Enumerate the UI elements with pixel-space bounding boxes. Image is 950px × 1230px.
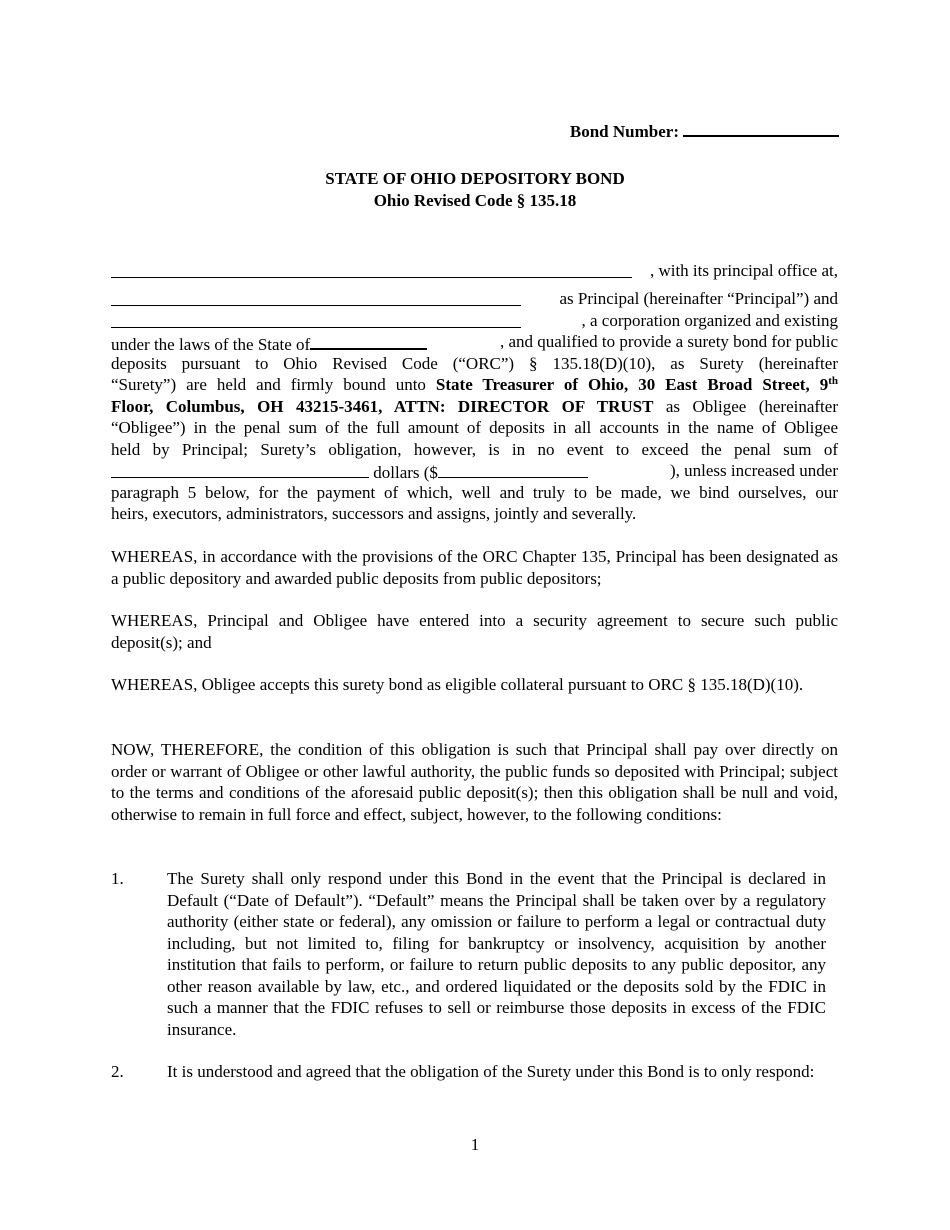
- title-line-2: Ohio Revised Code § 135.18: [373, 190, 577, 210]
- preamble-line-11: paragraph 5 below, for the payment of which, well and truly to be made, we bind ourselves, our: [111, 483, 838, 502]
- preamble-line-2: as Principal (hereinafter “Principal”) and: [111, 288, 838, 310]
- preamble-line-10: dollars ($ ), unless increased under: [111, 460, 838, 482]
- preamble-line-8: “Obligee”) in the penal sum of the full amount of deposits in all accounts in the name of Obligee: [111, 418, 838, 437]
- condition-text: The Surety shall only respond under this Bond in the event that the Principal is declared in Default (“Date of Default”). “Default” means the Principal shall be taken over by a regulatory authority (either state or federal), any omission or failure to perform a legal or contractual duty including, but not limited to, filing for bankruptcy or insolvency, acquisition by another institution that fails to perform, or failure to return public deposits to any public depositor, any other reason available by law, etc., and ordered liquidated or the deposits sold by the FDIC in such a manner that the FDIC refuses to sell or reimburse those deposits in excess of the FDIC insurance.: [167, 869, 826, 1039]
- principal-address-blank[interactable]: [111, 288, 521, 306]
- bond-number-blank[interactable]: [683, 119, 839, 137]
- condition-number: 1.: [111, 869, 124, 888]
- page-number: 1: [470, 1135, 480, 1154]
- title-line-1: STATE OF OHIO DEPOSITORY BOND: [325, 169, 625, 188]
- principal-name-blank[interactable]: [111, 260, 632, 278]
- condition-text: It is understood and agreed that the obligation of the Surety under this Bond is to only respond:: [167, 1062, 815, 1081]
- whereas-clause-2: WHEREAS, Principal and Obligee have entered into a security agreement to secure such public deposit(s); and: [111, 611, 838, 652]
- bond-number-label: Bond Number:: [569, 122, 679, 141]
- penal-sum-amount-blank[interactable]: [438, 460, 588, 478]
- condition-number: 2.: [111, 1062, 124, 1081]
- preamble-line-9: held by Principal; Surety’s obligation, however, is in no event to exceed the penal sum of: [111, 440, 838, 459]
- preamble-line-6: “Surety”) are held and firmly bound unto State Treasurer of Ohio, 30 East Broad Street, 9th: [111, 375, 838, 394]
- document-title: [0, 168, 950, 211]
- surety-name-blank[interactable]: [111, 310, 521, 328]
- state-blank[interactable]: [310, 331, 427, 350]
- preamble-line-3: , a corporation organized and existing: [111, 310, 838, 332]
- whereas-clause-3: WHEREAS, Obligee accepts this surety bond as eligible collateral pursuant to ORC § 135.18(D)(10).: [111, 675, 804, 694]
- now-therefore-clause: NOW, THEREFORE, the condition of this obligation is such that Principal shall pay over directly on order or warrant of Obligee or other lawful authority, the public funds so deposited with Principal; subject to the terms and conditions of the aforesaid public deposit(s); then this obligation shall be null and void, otherwise to remain in full force and effect, subject, however, to the following conditions:: [111, 740, 838, 824]
- penal-sum-words-blank[interactable]: [111, 460, 369, 478]
- whereas-clause-1: WHEREAS, in accordance with the provisions of the ORC Chapter 135, Principal has been designated as a public depository and awarded public deposits from public depositors;: [111, 547, 838, 588]
- preamble-line-1: , with its principal office at,: [111, 260, 838, 282]
- preamble-line-7: Floor, Columbus, OH 43215-3461, ATTN: DIRECTOR OF TRUST as Obligee (hereinafter: [111, 397, 838, 416]
- preamble-line-12: heirs, executors, administrators, successors and assigns, jointly and severally.: [111, 504, 637, 523]
- bond-number-field: [570, 119, 839, 143]
- preamble-line-4: under the laws of the State of , and qualified to provide a surety bond for public: [111, 332, 838, 354]
- preamble-line-5: deposits pursuant to Ohio Revised Code (“ORC”) § 135.18(D)(10), as Surety (hereinafter: [111, 354, 838, 373]
